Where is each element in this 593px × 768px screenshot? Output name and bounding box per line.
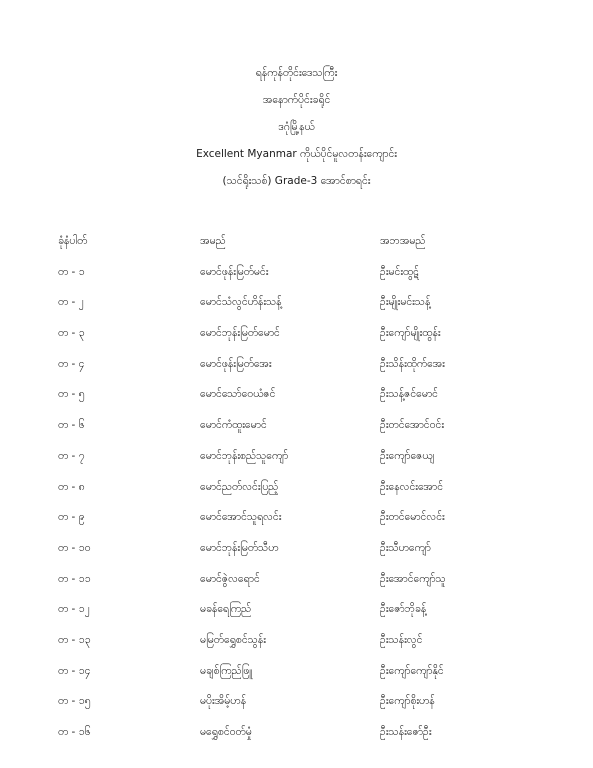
- student-name: မခန်ရေကြည်: [200, 603, 252, 616]
- seat-number: တ - ၆: [58, 419, 85, 432]
- father-name: ဦးသန်းလွင်: [380, 633, 423, 646]
- list-title: (သင်ရိုးသစ်) Grade-3 အောင်စာရင်း: [222, 175, 371, 187]
- father-name: ဦးသီဟကျော်: [380, 541, 431, 554]
- father-name: ဦးသိန်းထိုက်အေး: [380, 357, 445, 370]
- seat-number: တ - ၁၂: [58, 603, 90, 616]
- region-title: ရန်ကုန်တိုင်းဒေသကြီး: [255, 67, 338, 79]
- father-name: ဦးမင်းထွဋ်: [380, 265, 419, 278]
- seat-number: တ - ၄: [58, 357, 85, 370]
- student-name: မောင်သံလွင်ဟိန်းသန့်: [200, 296, 282, 309]
- township-title: ဒဂုံမြို့နယ်: [278, 121, 315, 133]
- father-name: ဦးသန်းဇော်ဦး: [380, 726, 432, 738]
- table-row: [58, 664, 558, 695]
- column-header-name: အမည်: [200, 235, 226, 247]
- student-name: မောင်ဖုန်းမြတ်မင်း: [200, 265, 269, 278]
- table-row: [58, 265, 558, 296]
- seat-number: တ - ၉: [58, 511, 85, 524]
- father-name: ဦးကျော်ဇေယျ: [380, 449, 435, 462]
- table-header-row: [58, 234, 558, 265]
- table-row: [58, 295, 558, 326]
- father-name: ဦးကျော်စိုးဟန်: [380, 695, 435, 708]
- table-row: [58, 480, 558, 511]
- student-name: မမြတ်ရွှေစင်သွန်း: [200, 633, 266, 646]
- father-name: ဦးတင်မောင်လင်း: [380, 511, 445, 524]
- school-title: Excellent Myanmar ကိုယ်ပိုင်မူလတန်းကျောင်း: [196, 148, 397, 160]
- student-name: မောင်ဇွဲလရောင်: [200, 572, 260, 585]
- table-row: [58, 326, 558, 357]
- table-row: [58, 602, 558, 633]
- table-row: [58, 572, 558, 603]
- father-name: ဦးကျော်ကျော်နိုင်: [380, 664, 444, 677]
- table-row: [58, 725, 558, 756]
- student-name: မောင်ညတ်လင်းပြည့်: [200, 480, 279, 493]
- table-row: [58, 418, 558, 449]
- seat-number: တ - ၁၁: [58, 572, 91, 585]
- seat-number: တ - ၇: [58, 449, 85, 462]
- document-header: [0, 66, 593, 201]
- student-name: မရွှေစင်ဝတ်မှုံ: [200, 726, 252, 738]
- table-row: [58, 449, 558, 480]
- student-name: မပိုးအိမ့်ဟန်: [200, 695, 246, 708]
- father-name: ဦးနေလင်းအောင်: [380, 480, 444, 493]
- district-title: အနောက်ပိုင်းခရိုင်: [262, 94, 331, 106]
- father-name: ဦးအောင်ကျော်သူ: [380, 572, 446, 585]
- seat-number: တ - ၈: [58, 480, 85, 493]
- student-name: မောင်ဘုန်းမြတ်မောင်: [200, 327, 280, 340]
- table-row: [58, 387, 558, 418]
- student-name: မောင်အောင်သူရလင်း: [200, 511, 282, 524]
- column-header-father-name: အဘအမည်: [380, 235, 426, 247]
- father-name: ဦးကျော်မျိုးထွန်း: [380, 327, 441, 340]
- father-name: ဦးသန့်ဇင်မောင်: [380, 388, 438, 401]
- seat-number: တ - ၁၀: [58, 541, 91, 554]
- seat-number: တ - ၅: [58, 388, 85, 401]
- seat-number: တ - ၁၅: [58, 695, 91, 708]
- seat-number: တ - ၁၃: [58, 633, 91, 646]
- father-name: ဦးတင်အောင်ဝင်း: [380, 419, 444, 432]
- father-name: ဦးဇော်ဘိုခန့်: [380, 603, 427, 616]
- student-name: မောင်ဘုန်းစည်သူကျော်: [200, 449, 289, 462]
- column-header-seat-no: ခုံနံပါတ်: [58, 235, 88, 247]
- table-row: [58, 633, 558, 664]
- seat-number: တ - ၃: [58, 327, 85, 340]
- seat-number: တ - ၁၆: [58, 726, 91, 738]
- seat-number: တ - ၁: [58, 265, 85, 278]
- seat-number: တ - ၂: [58, 296, 84, 309]
- table-row: [58, 694, 558, 725]
- student-name: မချစ်ကြည်ဖြူ: [200, 664, 253, 677]
- table-row: [58, 541, 558, 572]
- table-body: [58, 265, 558, 756]
- results-table: [58, 234, 558, 756]
- seat-number: တ - ၁၄: [58, 664, 91, 677]
- student-name: မောင်သော်ဝေယံဇင်: [200, 388, 276, 401]
- student-name: မောင်ဖုန်းမြတ်အေး: [200, 357, 272, 370]
- table-row: [58, 510, 558, 541]
- table-row: [58, 357, 558, 388]
- student-name: မောင်ဘုန်းမြတ်သီဟ: [200, 541, 279, 554]
- father-name: ဦးမျိုးမင်းသန့်: [380, 296, 431, 309]
- student-name: မောင်ကံထူးမောင်: [200, 419, 267, 432]
